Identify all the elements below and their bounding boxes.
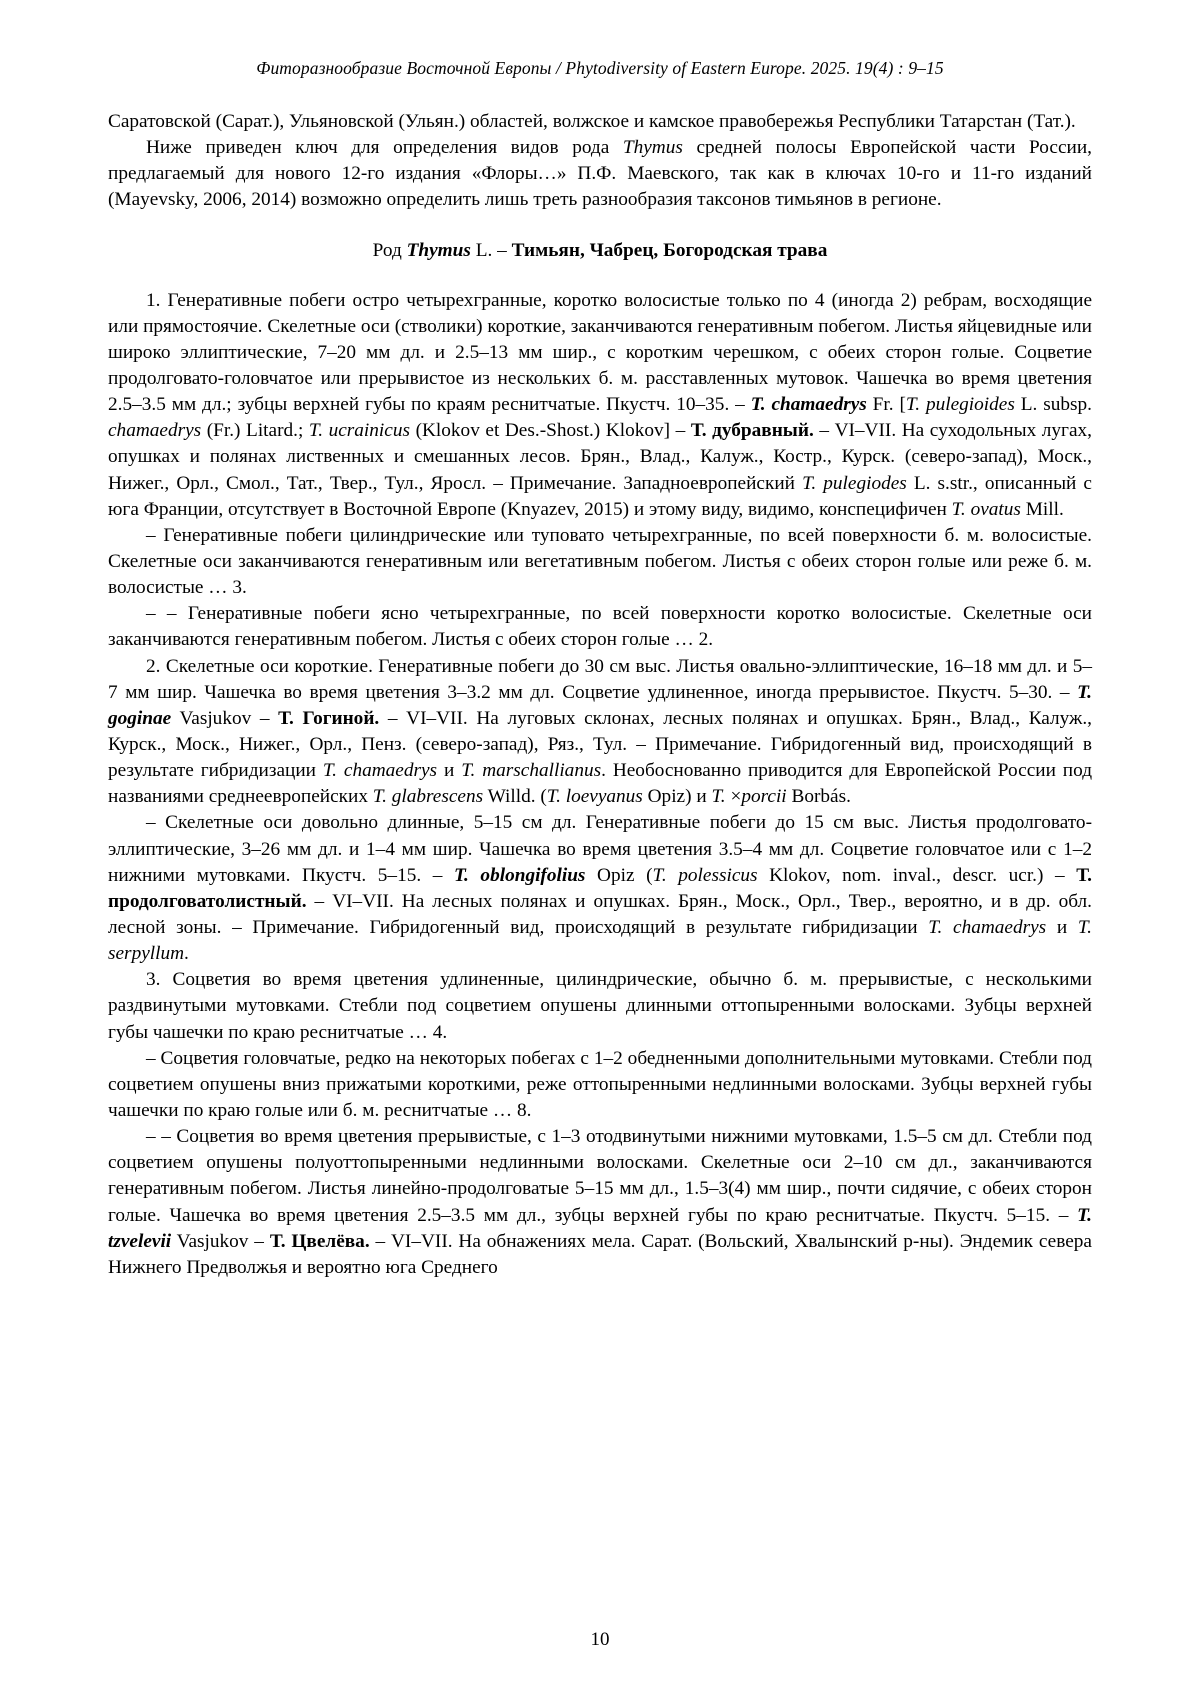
genus-heading-russian-names: Тимьян, Чабрец, Богородская трава <box>511 239 828 261</box>
para-continuation: Саратовской (Сарат.), Ульяновской (Ульян.) областей, волжское и камское правобережья Республики Татарстан (Тат.). <box>108 111 1076 132</box>
article-body <box>108 109 1092 1281</box>
genus-heading <box>108 238 1092 264</box>
para-key-2-alt: – Скелетные оси довольно длинные, 5–15 см дл. Генеративные побеги до 15 см выс. Листья продолговато-эллиптические, 3–26 мм дл. и 1–4 мм шир. Чашечка во время цветения 3.5–4 мм дл. Соцветие головчатое или с 1–2 нижними мутовками. Пкустч. 5–15. – T. oblongifolius Opiz (T. polessicus Klokov, nom. inval., descr. ucr.) – Т. продолговатолистный. – VI–VII. На лесных полянах и опушках. Брян., Моск., Орл., Твер., вероятно, и в др. обл. лесной зоны. – Примечание. Гибридогенный вид, происходящий в результате гибридизации T. chamaedrys и T. serpyllum. <box>108 812 1092 965</box>
para-key-intro: Ниже приведен ключ для определения видов рода Thymus средней полосы Европейской части России, предлагаемый для нового 12-го издания «Флоры…» П.Ф. Маевского, так как в ключах 10-го и 11-го изданий (Mayevsky, 2006, 2014) возможно определить лишь треть разнообразия таксонов тимьянов в регионе. <box>108 137 1092 211</box>
genus-heading-suffix: L. – <box>470 239 512 261</box>
para-key-1-alt1: – Генеративные побеги цилиндрические или туповато четырехгранные, по всей поверхности б. м. волосистые. Скелетные оси заканчиваются генеративным или вегетативным побегом. Листья с обеих сторон голые или реже б. м. волосистые … 3. <box>108 524 1092 599</box>
genus-heading-prefix: Род <box>372 239 407 261</box>
para-key-1-alt2: – – Генеративные побеги ясно четырехгранные, по всей поверхности коротко волосистые. Скелетные оси заканчиваются генеративным побегом. Листья с обеих сторон голые … 2. <box>108 603 1092 651</box>
para-key-3: 3. Соцветия во время цветения удлиненные, цилиндрические, обычно б. м. прерывистые, с несколькими раздвинутыми мутовками. Стебли под соцветием опушены длинными оттопыренными волосками. Зубцы верхней губы чашечки по краю реснитчатые … 4. <box>108 969 1092 1043</box>
running-head: Фиторазнообразие Восточной Европы / Phytodiversity of Eastern Europe. 2025. 19(4) : 9–15 <box>256 58 944 78</box>
para-key-1: 1. Генеративные побеги остро четырехгранные, коротко волосистые только по 4 (иногда 2) ребрам, восходящие или прямостоячие. Скелетные оси (стволики) короткие, заканчиваются генеративным побегом. Листья яйцевидные или широко эллиптические, 7–20 мм дл. и 2.5–13 мм шир., с коротким черешком, с обеих сторон голые. Соцветие продолговато-головчатое или прерывистое из нескольких б. м. расставленных мутовок. Чашечка во время цветения 2.5–3.5 мм дл.; зубцы верхней губы по краям реснитчатые. Пкустч. 10–35. – T. chamaedrys Fr. [T. pulegioides L. subsp. chamaedrys (Fr.) Litard.; T. ucrainicus (Klokov et Des.-Shost.) Klokov] – Т. дубравный. – VI–VII. На суходольных лугах, опушках и полянах лиственных и смешанных лесов. Брян., Влад., Калуж., Костр., Курск. (северо-запад), Моск., Нижег., Орл., Смол., Тат., Твер., Тул., Яросл. – Примечание. Западноевропейский T. pulegiodes L. s.str., описанный с юга Франции, отсутствует в Восточной Европе (Knyazev, 2015) и этому виду, видимо, конспецифичен T. ovatus Mill. <box>108 289 1093 520</box>
para-key-3-alt2: – – Соцветия во время цветения прерывистые, с 1–3 отодвинутыми нижними мутовками, 1.5–5 см дл. Стебли под соцветием опушены полуоттопыренными недлинными волосками. Скелетные оси 2–10 см дл., заканчиваются генеративным побегом. Листья линейно-продолговатые 5–15 мм дл., 1.5–3(4) мм шир., почти сидячие, с обеих сторон голые. Чашечка во время цветения 2.5–3.5 мм дл., зубцы верхней губы по краю реснитчатые. Пкустч. 5–15. – T. tzvelevii Vasjukov – Т. Цвелёва. – VI–VII. На обнажениях мела. Сарат. (Вольский, Хвалынский р-ны). Эндемик севера Нижнего Предволжья и вероятно юга Среднего <box>108 1126 1092 1278</box>
page-number: 10 <box>590 1629 610 1650</box>
paragraph-group-key <box>108 288 1092 1281</box>
genus-heading-name: Thymus <box>406 239 471 261</box>
paragraph-group-intro <box>108 109 1092 214</box>
para-key-3-alt1: – Соцветия головчатые, редко на некоторых побегах с 1–2 обедненными дополнительными мутовками. Стебли под соцветием опушены вниз прижатыми короткими, реже оттопыренными недлинными волосками. Зубцы верхней губы чашечки по краю голые или б. м. реснитчатые … 8. <box>108 1047 1092 1121</box>
para-key-2: 2. Скелетные оси короткие. Генеративные побеги до 30 см выс. Листья овально-эллиптические, 16–18 мм дл. и 5–7 мм шир. Чашечка во время цветения 3–3.2 мм дл. Соцветие удлиненное, иногда прерывистое. Пкустч. 5–30. – T. goginae Vasjukov – Т. Гогиной. – VI–VII. На луговых склонах, лесных полянах и опушках. Брян., Влад., Калуж., Курск., Моск., Нижег., Орл., Пенз. (северо-запад), Ряз., Тул. – Примечание. Гибридогенный вид, происходящий в результате гибридизации T. chamaedrys и T. marschallianus. Необоснованно приводится для Европейской России под названиями среднеевропейских T. glabrescens Willd. (T. loevyanus Opiz) и T. ×porcii Borbás. <box>108 655 1093 808</box>
